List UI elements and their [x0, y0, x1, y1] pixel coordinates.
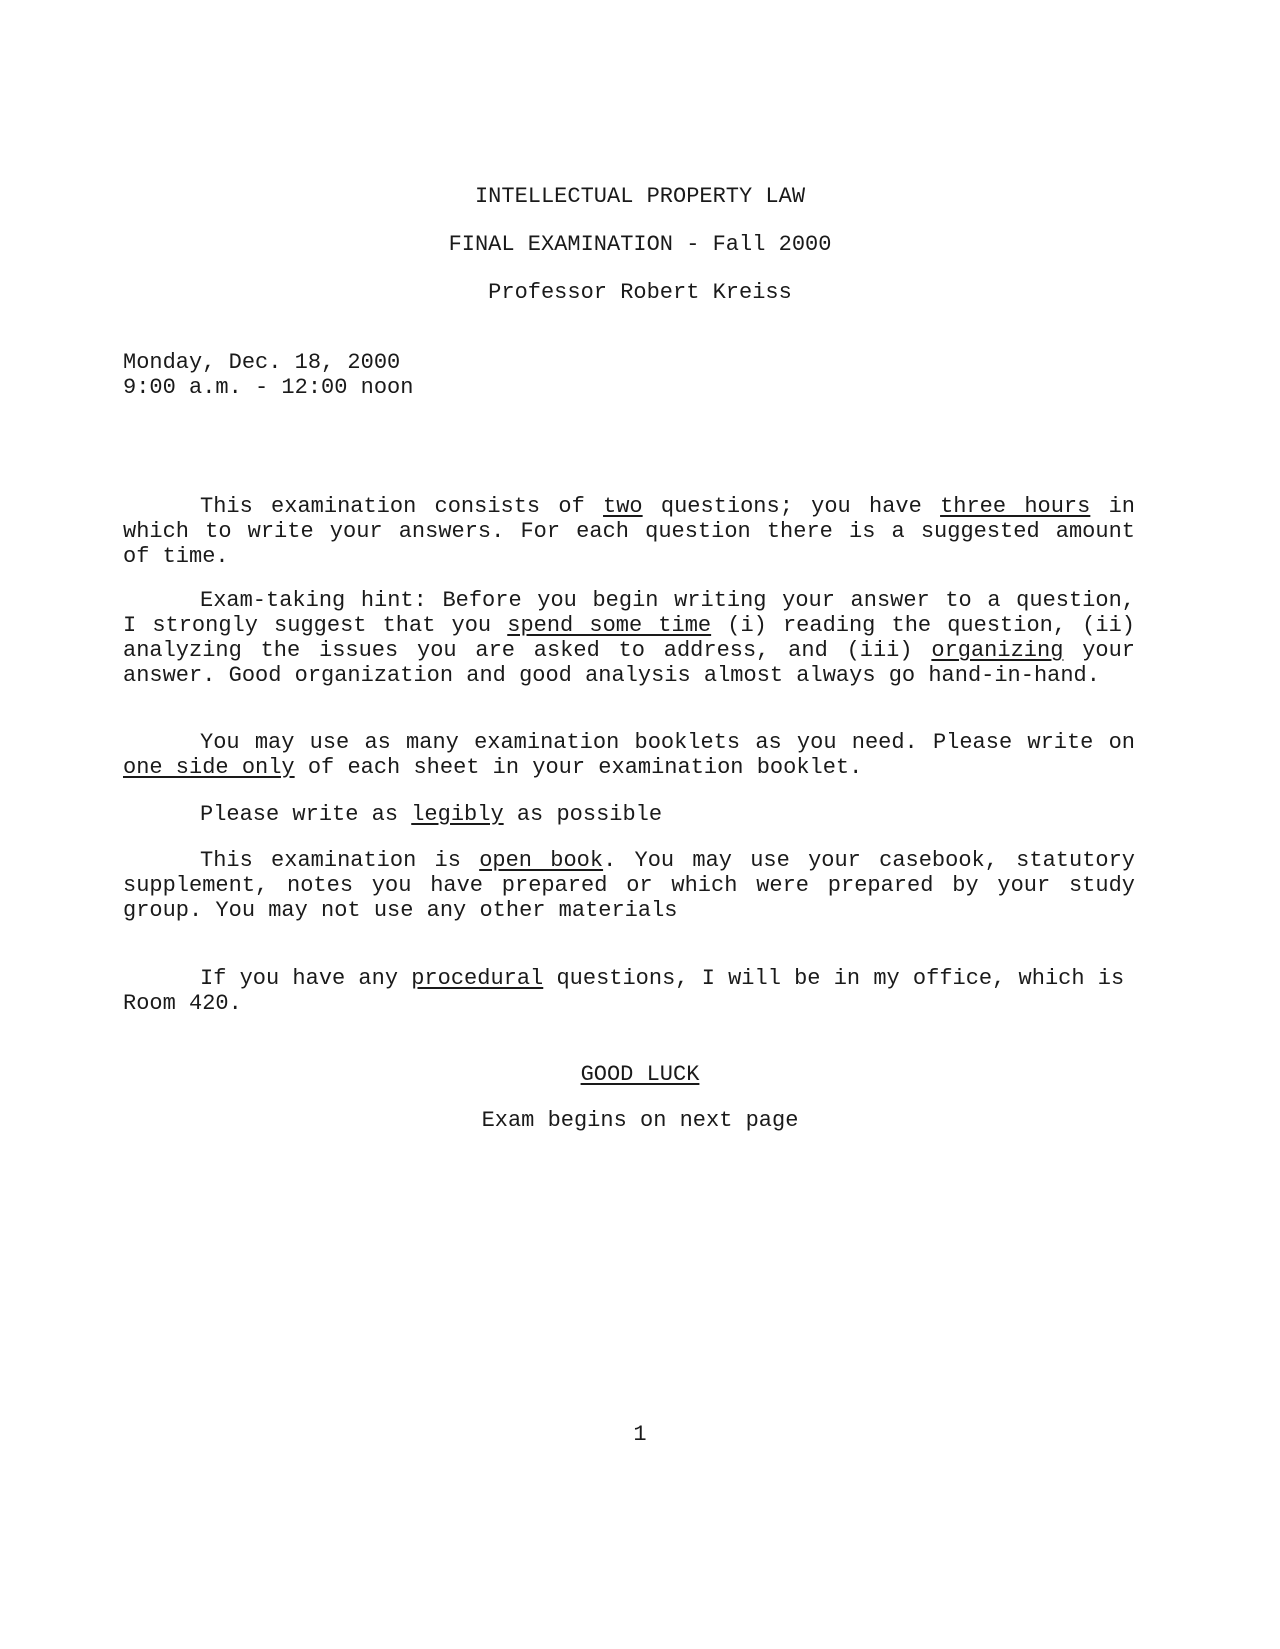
underlined-three-hours: three hours: [940, 494, 1091, 519]
exam-title: FINAL EXAMINATION - Fall 2000: [448, 232, 832, 257]
exam-date: Monday, Dec. 18, 2000: [123, 350, 401, 375]
page-number: 1: [633, 1422, 647, 1447]
underlined-spend-some-time: spend some time: [507, 613, 712, 638]
underlined-open-book: open book: [479, 848, 604, 873]
underlined-procedural: procedural: [411, 966, 544, 991]
instruction-paragraph-questions: This examination consists of two questions; you have three hours in which to write your answers. For each question there is a suggested amount of time.: [123, 494, 1135, 569]
underlined-organizing: organizing: [931, 638, 1064, 663]
underlined-one-side-only: one side only: [123, 755, 295, 780]
underlined-two: two: [603, 494, 643, 519]
professor-name: Professor Robert Kreiss: [488, 280, 792, 305]
underlined-legibly: legibly: [411, 802, 504, 827]
instruction-paragraph-procedural: If you have any procedural questions, I will be in my office, which is Room 420.: [123, 966, 1125, 1016]
good-luck-heading: GOOD LUCK: [580, 1062, 700, 1087]
exam-time: 9:00 a.m. - 12:00 noon: [123, 375, 414, 400]
course-title: INTELLECTUAL PROPERTY LAW: [474, 184, 806, 209]
instruction-paragraph-booklets: You may use as many examination booklets as you need. Please write on one side only of each sheet in your examination booklet.: [123, 730, 1135, 780]
instruction-paragraph-open-book: This examination is open book. You may use your casebook, statutory supplement, notes you have prepared or which were prepared by your study group. You may not use any other materials: [123, 848, 1136, 923]
instruction-paragraph-legibly: Please write as legibly as possible: [200, 802, 663, 827]
instruction-paragraph-hint: Exam-taking hint: Before you begin writing your answer to a question, I strongly suggest that you spend some time (i) reading the question, (ii) analyzing the issues you are asked to address, and (iii) organizing your answer. Good organization and good analysis almost always go hand-in-hand.: [123, 588, 1136, 688]
next-page-note: Exam begins on next page: [481, 1108, 799, 1133]
